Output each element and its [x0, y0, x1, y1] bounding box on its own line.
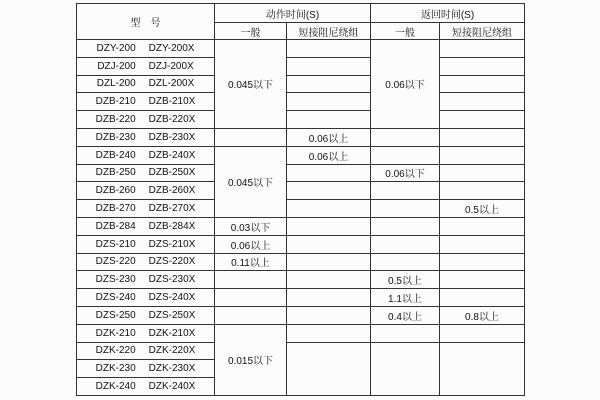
value-cell-act_damp — [287, 57, 371, 75]
value-cell-ret_gen — [371, 128, 440, 146]
model-name: DZB-260X — [148, 185, 196, 197]
table-row — [77, 271, 525, 289]
model-pair — [77, 61, 214, 72]
model-pair — [77, 274, 214, 285]
value-cell-ret_damp — [440, 217, 525, 235]
header-return-general: 一般 — [371, 23, 440, 40]
model-cell — [77, 75, 215, 93]
value-cell-act_gen — [215, 306, 287, 324]
model-name: DZS-250 — [95, 309, 136, 321]
value-cell-ret_gen: 0.06以下 — [371, 164, 440, 182]
model-name: DZS-220 — [95, 256, 136, 268]
value-cell-ret_damp — [440, 75, 525, 93]
model-name: DZB-230 — [95, 131, 136, 143]
header-action-general: 一般 — [215, 23, 287, 40]
model-cell — [77, 40, 215, 58]
value-cell-act_gen — [215, 271, 287, 289]
model-pair — [77, 239, 214, 250]
value-cell-act_damp — [287, 164, 371, 182]
model-name: DZK-220X — [148, 345, 196, 357]
model-name: DZK-240X — [148, 381, 196, 393]
model-cell — [77, 146, 215, 164]
model-pair — [77, 114, 214, 125]
model-name: DZK-210X — [148, 327, 196, 339]
model-cell — [77, 217, 215, 235]
model-name: DZB-250 — [95, 167, 136, 179]
model-name: DZY-200 — [96, 42, 136, 54]
model-cell — [77, 128, 215, 146]
table-row — [77, 164, 525, 182]
model-cell — [77, 182, 215, 200]
value-cell-act_damp — [287, 306, 371, 324]
model-name: DZK-210 — [95, 327, 136, 339]
value-cell-ret_gen: 0.06以下 — [371, 40, 440, 129]
value-cell-ret_gen — [371, 217, 440, 235]
value-cell-act_damp — [287, 271, 371, 289]
value-cell-ret_gen: 1.1以上 — [371, 289, 440, 307]
model-cell — [77, 360, 215, 378]
model-name: DZB-270 — [95, 203, 136, 215]
value-cell-ret_damp: 0.5以上 — [440, 200, 525, 218]
model-cell — [77, 342, 215, 360]
value-cell-ret_gen — [371, 253, 440, 271]
model-pair — [77, 203, 214, 214]
value-cell-act_gen: 0.015以下 — [215, 324, 287, 395]
value-cell-ret_damp — [440, 342, 525, 395]
model-name: DZB-284 — [95, 220, 136, 232]
table-row — [77, 182, 525, 200]
value-cell-ret_gen: 0.4以上 — [371, 306, 440, 324]
model-pair — [77, 43, 214, 54]
table-row — [77, 324, 525, 342]
model-cell — [77, 200, 215, 218]
value-cell-act_gen: 0.03以下 — [215, 217, 287, 235]
value-cell-ret_gen — [371, 200, 440, 218]
table-header — [77, 4, 525, 40]
table-row — [77, 306, 525, 324]
value-cell-ret_gen — [371, 182, 440, 200]
model-name: DZB-240X — [148, 149, 196, 161]
table-row — [77, 217, 525, 235]
value-cell-ret_gen — [371, 146, 440, 164]
model-cell — [77, 378, 215, 396]
value-cell-act_damp — [287, 217, 371, 235]
model-pair — [77, 221, 214, 232]
value-cell-ret_damp — [440, 235, 525, 253]
model-name: DZB-240 — [95, 149, 136, 161]
model-cell — [77, 111, 215, 129]
value-cell-ret_damp — [440, 164, 525, 182]
header-action-time: 动作时间(S) — [215, 4, 371, 23]
value-cell-act_damp — [287, 75, 371, 93]
model-pair — [77, 310, 214, 321]
table-body — [77, 40, 525, 396]
header-row-1 — [77, 4, 525, 23]
value-cell-act_gen: 0.045以下 — [215, 146, 287, 217]
value-cell-ret_damp — [440, 324, 525, 342]
model-name: DZB-284X — [148, 220, 196, 232]
value-cell-ret_damp — [440, 128, 525, 146]
value-cell-ret_damp — [440, 57, 525, 75]
table-row — [77, 235, 525, 253]
value-cell-act_damp — [287, 289, 371, 307]
model-name: DZS-220X — [148, 256, 196, 268]
table-row — [77, 146, 525, 164]
model-cell — [77, 306, 215, 324]
value-cell-ret_damp — [440, 289, 525, 307]
header-model: 型 号 — [77, 4, 215, 40]
value-cell-act_damp — [287, 200, 371, 218]
table-row — [77, 40, 525, 58]
value-cell-ret_damp — [440, 271, 525, 289]
model-name: DZL-200X — [148, 78, 195, 90]
value-cell-ret_damp — [440, 182, 525, 200]
model-cell — [77, 164, 215, 182]
model-name: DZB-270X — [148, 203, 196, 215]
model-pair — [77, 381, 214, 392]
model-pair — [77, 292, 214, 303]
value-cell-act_damp — [287, 40, 371, 58]
table-row — [77, 93, 525, 111]
model-name: DZS-210X — [148, 238, 196, 250]
value-cell-ret_damp — [440, 93, 525, 111]
model-pair — [77, 185, 214, 196]
value-cell-act_damp — [287, 93, 371, 111]
value-cell-act_damp — [287, 342, 371, 395]
table-row — [77, 111, 525, 129]
value-cell-act_gen — [215, 128, 287, 146]
value-cell-ret_damp — [440, 111, 525, 129]
table-row — [77, 200, 525, 218]
value-cell-ret_gen — [371, 342, 440, 395]
model-pair — [77, 256, 214, 267]
spec-table — [76, 3, 525, 396]
model-name: DZS-240X — [148, 292, 196, 304]
value-cell-act_damp — [287, 253, 371, 271]
value-cell-ret_gen — [371, 324, 440, 342]
model-name: DZJ-200X — [148, 60, 194, 72]
value-cell-ret_gen — [371, 235, 440, 253]
model-name: DZY-200X — [148, 42, 195, 54]
model-name: DZS-250X — [148, 309, 196, 321]
table-row — [77, 289, 525, 307]
value-cell-act_damp: 0.06以上 — [287, 128, 371, 146]
model-name: DZK-230X — [148, 363, 196, 375]
model-pair — [77, 96, 214, 107]
model-name: DZS-230 — [95, 274, 136, 286]
model-name: DZB-220 — [95, 114, 136, 126]
model-cell — [77, 235, 215, 253]
value-cell-act_gen — [215, 289, 287, 307]
model-name: DZK-230 — [95, 363, 136, 375]
model-name: DZS-210 — [95, 238, 136, 250]
model-name: DZB-250X — [148, 167, 196, 179]
model-cell — [77, 93, 215, 111]
model-name: DZK-240 — [95, 381, 136, 393]
header-return-damping: 短接阻尼绕组 — [440, 23, 525, 40]
value-cell-act_damp — [287, 111, 371, 129]
table-row — [77, 128, 525, 146]
table-row — [77, 253, 525, 271]
value-cell-ret_damp — [440, 40, 525, 58]
model-cell — [77, 289, 215, 307]
table-row — [77, 75, 525, 93]
value-cell-ret_gen: 0.5以上 — [371, 271, 440, 289]
model-name: DZL-200 — [96, 78, 136, 90]
model-name: DZB-230X — [148, 131, 196, 143]
model-cell — [77, 253, 215, 271]
header-action-damping: 短接阻尼绕组 — [287, 23, 371, 40]
model-pair — [77, 78, 214, 89]
value-cell-ret_damp — [440, 253, 525, 271]
model-name: DZB-220X — [148, 114, 196, 126]
model-pair — [77, 345, 214, 356]
model-name: DZJ-200 — [97, 60, 136, 72]
value-cell-act_damp — [287, 182, 371, 200]
model-cell — [77, 57, 215, 75]
model-name: DZB-210 — [95, 96, 136, 108]
model-name: DZK-220 — [95, 345, 136, 357]
table-row — [77, 342, 525, 360]
model-pair — [77, 167, 214, 178]
model-name: DZB-260 — [95, 185, 136, 197]
model-pair — [77, 328, 214, 339]
value-cell-ret_damp: 0.8以上 — [440, 306, 525, 324]
value-cell-ret_damp — [440, 146, 525, 164]
model-name: DZS-230X — [148, 274, 196, 286]
value-cell-act_gen: 0.11以上 — [215, 253, 287, 271]
model-pair — [77, 363, 214, 374]
value-cell-act_damp — [287, 235, 371, 253]
value-cell-act_damp — [287, 324, 371, 342]
model-name: DZS-240 — [95, 292, 136, 304]
model-name: DZB-210X — [148, 96, 196, 108]
table-row — [77, 57, 525, 75]
model-cell — [77, 271, 215, 289]
model-pair — [77, 132, 214, 143]
header-return-time: 返回时间(S) — [371, 4, 525, 23]
model-pair — [77, 150, 214, 161]
value-cell-act_gen: 0.045以下 — [215, 40, 287, 129]
value-cell-act_damp: 0.06以上 — [287, 146, 371, 164]
value-cell-act_gen: 0.06以上 — [215, 235, 287, 253]
model-cell — [77, 324, 215, 342]
